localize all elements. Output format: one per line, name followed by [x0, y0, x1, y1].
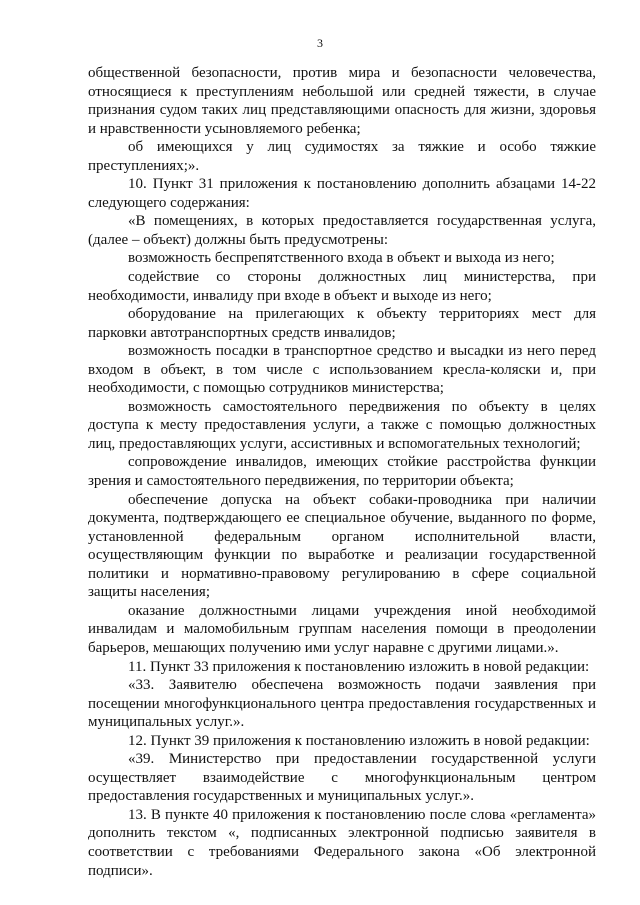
paragraph-escort: сопровождение инвалидов, имеющих стойкие расстройства функции зрения и самостоятельного передвижения, по территории объекта; — [88, 454, 596, 490]
paragraph-clause-33: «33. Заявителю обеспечена возможность подачи заявления при посещении многофункционального центра предоставления государственных и муниципальных услуг.». — [88, 677, 596, 731]
paragraph-help: оказание должностными лицами учреждения иной необходимой инвалидам и маломобильным группам населения помощи в преодолении барьеров, мешающих получению ими услуг наравне с другими лицами.». — [88, 602, 596, 656]
paragraph-premises: «В помещениях, в которых предоставляется государственная услуга, (далее – объект) должны быть предусмотрены: — [88, 213, 596, 248]
paragraph-continuation: общественной безопасности, против мира и безопасности человечества, относящиеся к преступлениям небольшой или средней тяжести, в случае признания судом таких лиц представляющими опасность для жизни, здоровья и нравственности усыновляемого ребенка; — [88, 65, 596, 137]
paragraph-clause-39: «39. Министерство при предоставлении государственной услуги осуществляет взаимодействие с многофункциональным центром предоставления государственных и муниципальных услуг.». — [88, 751, 596, 805]
paragraph-convictions: об имеющихся у лиц судимостях за тяжкие и особо тяжкие преступлениях;». — [88, 139, 596, 174]
paragraph-parking: оборудование на прилегающих к объекту территориях мест для парковки автотранспортных средств инвалидов; — [88, 306, 596, 341]
paragraph-assistance: содействие со стороны должностных лиц министерства, при необходимости, инвалиду при входе в объект и выходе из него; — [88, 269, 596, 304]
paragraph-movement: возможность самостоятельного передвижения по объекту в целях доступа к месту предоставления услуги, а также с помощью должностных лиц, предоставляющих услуги, ассистивных и вспомогательных технологий; — [88, 398, 596, 452]
document-body — [88, 64, 596, 880]
paragraph-item-13: 13. В пункте 40 приложения к постановлению после слова «регламента» дополнить текстом «, подписанных электронной подписью заявителя в соответствии с требованиями Федерального закона «Об электронной подписи». — [88, 806, 596, 879]
paragraph-item-10: 10. Пункт 31 приложения к постановлению дополнить абзацами 14-22 следующего содержания: — [88, 176, 596, 211]
paragraph-item-11: 11. Пункт 33 приложения к постановлению изложить в новой редакции: — [128, 658, 590, 675]
paragraph-entry-exit: возможность беспрепятственного входа в объект и выхода из него; — [128, 250, 555, 267]
paragraph-boarding: возможность посадки в транспортное средство и высадки из него перед входом в объект, в том числе с использованием кресла-коляски и, при необходимости, с помощью сотрудников министерства; — [88, 343, 596, 397]
paragraph-guide-dog: обеспечение допуска на объект собаки-проводника при наличии документа, подтверждающего ее специальное обучение, выданного по форме, установленной федеральным органом исполнительной власти, осуществляющим функции по выработке и реализации государственной политики и нормативно-правовому регулированию в сфере социальной защиты населения; — [88, 491, 596, 601]
page-number: 3 — [317, 36, 323, 50]
paragraph-item-12: 12. Пункт 39 приложения к постановлению изложить в новой редакции: — [128, 732, 590, 749]
